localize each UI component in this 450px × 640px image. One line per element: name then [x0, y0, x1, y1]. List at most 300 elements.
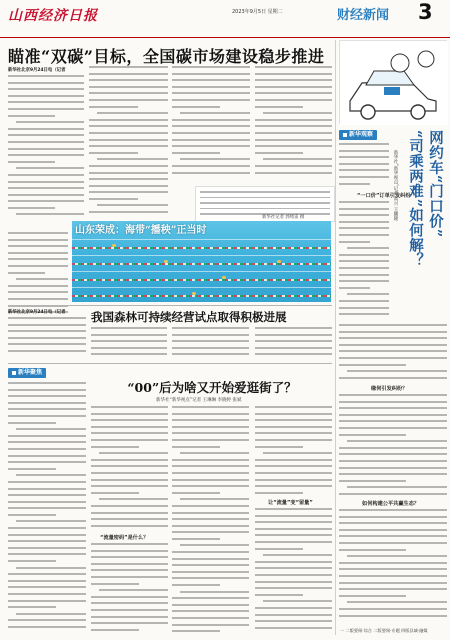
text-line: [172, 327, 249, 329]
text-line: [99, 498, 168, 500]
text-line: [255, 73, 332, 75]
text-line: [8, 586, 86, 588]
text-line: [172, 472, 249, 474]
text-line: [339, 331, 447, 333]
text-line: [263, 554, 332, 556]
text-line: [8, 350, 86, 352]
text-line: [8, 95, 84, 97]
seaweed-farm-photo: [72, 221, 331, 302]
text-line: [172, 419, 249, 421]
text-line: [172, 340, 249, 342]
text-line: [255, 581, 332, 583]
text-line: [8, 580, 86, 582]
text-line: [172, 139, 250, 141]
commentary-body-a: [339, 201, 389, 321]
second-body-col1: [8, 317, 86, 357]
text-line: [8, 547, 86, 549]
page-number: 3: [418, 0, 433, 24]
text-line: [339, 241, 370, 243]
text-line: [255, 132, 332, 134]
text-line: [172, 505, 249, 507]
lead-body-col1: [8, 75, 84, 225]
text-line: [180, 544, 249, 546]
text-line: [255, 548, 303, 550]
text-line: [172, 551, 249, 553]
photo-caption: 山东荣成：海带“播秧”正当时: [75, 225, 207, 236]
text-line: [91, 406, 168, 408]
text-line: [16, 121, 84, 123]
text-line: [255, 125, 332, 127]
feature-body-col4b: [255, 508, 332, 635]
text-line: [16, 474, 86, 476]
text-line: [263, 158, 332, 160]
text-line: [180, 591, 249, 593]
text-line: [91, 340, 167, 342]
text-line: [339, 568, 447, 570]
text-line: [8, 422, 56, 424]
text-line: [8, 488, 86, 490]
text-line: [339, 364, 406, 366]
text-line: [8, 527, 86, 529]
text-line: [172, 446, 220, 448]
text-line: [172, 125, 250, 127]
feature-rubric: 新华聚焦: [8, 368, 46, 378]
text-line: [8, 481, 86, 483]
text-line: [8, 239, 68, 241]
text-line: [172, 73, 250, 75]
text-line: [339, 287, 370, 289]
text-line: [255, 86, 332, 88]
text-line: [339, 535, 447, 537]
text-line: [339, 615, 447, 617]
text-line: [255, 426, 332, 428]
text-line: [255, 139, 332, 141]
text-line: [255, 492, 303, 494]
text-line: [339, 420, 447, 422]
text-line: [8, 514, 56, 516]
text-line: [339, 201, 389, 203]
text-line: [172, 564, 249, 566]
text-line: [180, 498, 249, 500]
text-line: [255, 567, 332, 569]
lead-body-col4: [255, 66, 332, 181]
text-line: [8, 285, 68, 287]
text-line: [255, 472, 332, 474]
text-line: [8, 174, 84, 176]
text-line: [91, 485, 168, 487]
text-line: [172, 604, 249, 606]
text-line: [99, 589, 168, 591]
text-line: [16, 613, 86, 615]
text-line: [255, 353, 332, 355]
text-line: [8, 187, 84, 189]
text-line: [172, 172, 250, 174]
text-line: [172, 538, 220, 540]
text-line: [89, 185, 168, 187]
text-line: [339, 493, 447, 495]
text-line: [255, 79, 332, 81]
text-line: [89, 125, 168, 127]
text-line: [172, 99, 250, 101]
text-line: [255, 439, 332, 441]
text-line: [172, 132, 250, 134]
text-line: [89, 198, 138, 200]
text-line: [263, 600, 332, 602]
text-line: [339, 156, 389, 158]
text-line: [91, 459, 168, 461]
text-line: [91, 525, 168, 527]
text-line: [339, 407, 447, 409]
text-line: [172, 165, 250, 167]
text-line: [91, 543, 168, 545]
text-line: [255, 587, 332, 589]
text-line: [8, 540, 86, 542]
text-line: [8, 534, 86, 536]
text-line: [339, 208, 389, 210]
second-byline: 新华社北京9月24日电（记者: [8, 310, 66, 315]
text-line: [8, 115, 55, 117]
text-line: [91, 347, 167, 349]
text-line: [8, 148, 84, 150]
ride-hailing-cartoon: [339, 40, 447, 124]
text-line: [339, 350, 447, 352]
text-line: [91, 512, 168, 514]
text-line: [8, 252, 68, 254]
text-line: [347, 555, 447, 557]
text-line: [91, 563, 168, 565]
text-line: [89, 152, 138, 154]
text-line: [8, 194, 84, 196]
commentary-title-line1: 网约车“门口价”: [427, 130, 444, 238]
text-line: [172, 79, 250, 81]
text-line: [347, 370, 447, 372]
text-line: [339, 267, 389, 269]
text-line: [91, 616, 168, 618]
text-line: [172, 432, 249, 434]
text-line: [339, 549, 406, 551]
text-line: [91, 426, 168, 428]
text-line: [255, 607, 332, 609]
commentary-body-b: [339, 324, 447, 381]
text-line: [200, 191, 330, 193]
text-line: [255, 620, 332, 622]
text-line: [8, 468, 56, 470]
car-illustration-icon: [340, 41, 448, 125]
text-line: [172, 610, 249, 612]
text-line: [16, 567, 86, 569]
text-line: [339, 143, 389, 145]
text-line: [8, 501, 86, 503]
text-line: [339, 260, 389, 262]
text-line: [347, 247, 389, 249]
text-line: [8, 317, 86, 319]
text-line: [255, 327, 332, 329]
text-line: [255, 485, 332, 487]
text-line: [8, 291, 68, 293]
text-line: [255, 534, 332, 536]
commentary-subhead-2: 缘何引发纠纷？: [371, 386, 408, 392]
text-line: [91, 353, 167, 355]
text-line: [255, 627, 332, 629]
text-line: [91, 596, 168, 598]
text-line: [172, 584, 220, 586]
text-line: [91, 609, 168, 611]
text-line: [172, 347, 249, 349]
issue-date: 2023年9月5日 星期二: [232, 9, 283, 15]
text-line: [8, 141, 84, 143]
text-line: [89, 119, 168, 121]
text-line: [8, 408, 86, 410]
text-line: [172, 66, 250, 68]
text-line: [255, 340, 332, 342]
text-line: [339, 300, 389, 302]
text-line: [339, 542, 447, 544]
text-line: [97, 112, 168, 114]
text-line: [8, 626, 86, 628]
text-line: [8, 108, 84, 110]
text-line: [339, 163, 389, 165]
text-line: [255, 459, 332, 461]
text-line: [339, 434, 406, 436]
text-line: [172, 479, 249, 481]
feature-body-col3: [172, 406, 249, 635]
text-line: [339, 337, 447, 339]
text-line: [255, 172, 332, 174]
text-line: [8, 324, 86, 326]
commentary-body-c: [339, 394, 447, 498]
text-line: [339, 582, 447, 584]
text-line: [8, 265, 68, 267]
text-line: [172, 92, 250, 94]
text-line: [8, 553, 86, 555]
text-line: [91, 576, 168, 578]
text-line: [339, 467, 447, 469]
text-line: [339, 176, 389, 178]
text-line: [91, 479, 168, 481]
text-line: [255, 614, 332, 616]
text-line: [255, 406, 332, 408]
text-line: [8, 441, 86, 443]
text-line: [172, 426, 249, 428]
commentary-body-d: [339, 509, 447, 625]
text-line: [347, 601, 447, 603]
text-line: [339, 254, 389, 256]
text-line: [255, 99, 332, 101]
photo-byline: 新华社记者 郭绪雷 摄: [262, 215, 305, 220]
text-line: [89, 73, 168, 75]
text-line: [172, 492, 220, 494]
text-line: [255, 152, 303, 154]
commentary-title: [404, 130, 446, 317]
text-line: [8, 600, 86, 602]
masthead: [0, 0, 450, 38]
text-line: [172, 630, 220, 632]
text-line: [8, 619, 86, 621]
commentary-subhead-1: “一口价”订单引发纠纷: [357, 193, 411, 199]
text-line: [8, 395, 86, 397]
text-line: [255, 165, 332, 167]
text-line: [91, 550, 168, 552]
feature-body-col4a: [255, 406, 332, 496]
text-line: [263, 112, 332, 114]
text-line: [339, 150, 389, 152]
text-line: [8, 298, 68, 300]
text-line: [172, 531, 249, 533]
text-line: [255, 419, 332, 421]
text-line: [347, 440, 447, 442]
text-line: [89, 79, 168, 81]
text-line: [8, 207, 55, 209]
lead-body-col3: [172, 66, 250, 181]
text-line: [99, 452, 168, 454]
text-line: [172, 439, 249, 441]
text-line: [339, 394, 447, 396]
text-line: [339, 227, 389, 229]
text-line: [255, 432, 332, 434]
text-line: [180, 452, 249, 454]
text-line: [339, 460, 447, 462]
text-line: [8, 494, 86, 496]
text-line: [172, 485, 249, 487]
text-line: [91, 413, 168, 415]
text-line: [180, 112, 250, 114]
text-line: [8, 593, 86, 595]
text-line: [16, 213, 84, 215]
text-line: [180, 158, 250, 160]
second-body-col3: [172, 327, 249, 361]
text-line: [255, 528, 332, 530]
second-headline: 我国森林可持续经营试点取得积极进展: [91, 310, 287, 324]
text-line: [91, 602, 168, 604]
text-line: [8, 245, 68, 247]
second-body-col4: [255, 327, 332, 361]
text-line: [339, 427, 447, 429]
text-line: [8, 128, 84, 130]
text-line: [89, 106, 138, 108]
text-line: [263, 452, 332, 454]
text-line: [89, 92, 168, 94]
text-line: [8, 389, 86, 391]
text-line: [339, 221, 389, 223]
text-line: [8, 134, 84, 136]
feature-body-col2b: [91, 543, 168, 635]
text-line: [8, 154, 84, 156]
feature-subhead-2: 让“流量”变“留量”: [268, 500, 313, 506]
commentary-rubric: 新华观察: [339, 130, 377, 140]
text-line: [172, 571, 249, 573]
text-line: [172, 152, 220, 154]
text-line: [8, 448, 86, 450]
text-line: [255, 521, 332, 523]
text-line: [172, 106, 220, 108]
text-line: [8, 232, 68, 234]
text-line: [16, 520, 86, 522]
footer-navigation: 一 二版要闻·综合 二版要闻·专题 四版县域·融媒: [340, 628, 428, 633]
text-line: [339, 575, 447, 577]
section-title: 财经新闻: [337, 8, 390, 23]
text-line: [8, 435, 86, 437]
text-line: [172, 406, 249, 408]
text-line: [8, 382, 86, 384]
text-line: [8, 161, 55, 163]
commentary-subhead-3: 如何构建公平共赢生态？: [362, 501, 420, 507]
text-line: [91, 465, 168, 467]
text-line: [339, 401, 447, 403]
text-line: [255, 347, 332, 349]
text-line: [339, 608, 447, 610]
commentary-byline: 新华社“新华视点”记者 黄兴 王鹏隆: [393, 150, 398, 221]
text-line: [339, 183, 370, 185]
text-line: [339, 447, 447, 449]
text-line: [91, 472, 168, 474]
text-line: [89, 99, 168, 101]
text-line: [8, 461, 86, 463]
text-line: [172, 617, 249, 619]
text-line: [200, 197, 330, 199]
text-line: [8, 200, 84, 202]
text-line: [172, 119, 250, 121]
text-line: [255, 92, 332, 94]
text-line: [200, 208, 330, 210]
text-line: [339, 169, 389, 171]
commentary-intro: [339, 143, 389, 188]
text-line: [339, 280, 389, 282]
text-line: [172, 597, 249, 599]
text-line: [255, 574, 332, 576]
text-line: [255, 446, 303, 448]
text-line: [8, 343, 86, 345]
text-line: [8, 75, 84, 77]
text-line: [91, 439, 168, 441]
text-line: [172, 518, 249, 520]
text-line: [339, 377, 447, 379]
text-line: [255, 119, 332, 121]
text-line: [89, 172, 168, 174]
text-line: [347, 293, 389, 295]
text-line: [172, 624, 249, 626]
text-line: [255, 106, 303, 108]
text-line: [8, 337, 86, 339]
text-line: [172, 459, 249, 461]
text-line: [16, 278, 68, 280]
text-line: [339, 509, 447, 511]
text-line: [347, 486, 447, 488]
text-line: [255, 465, 332, 467]
text-line: [339, 522, 447, 524]
text-line: [91, 334, 167, 336]
text-line: [172, 577, 249, 579]
commentary-title-line2: “司乘两难”如何解？: [407, 130, 424, 268]
text-line: [200, 202, 330, 204]
text-line: [339, 562, 447, 564]
text-line: [339, 588, 447, 590]
text-line: [91, 432, 168, 434]
text-line: [255, 561, 332, 563]
text-line: [89, 191, 168, 193]
text-line: [8, 507, 86, 509]
text-line: [339, 344, 447, 346]
text-line: [339, 324, 447, 326]
text-line: [91, 556, 168, 558]
text-line: [172, 353, 249, 355]
text-line: [91, 622, 168, 624]
text-line: [339, 453, 447, 455]
text-line: [255, 594, 303, 596]
text-line: [339, 529, 447, 531]
text-line: [8, 82, 84, 84]
text-line: [8, 573, 86, 575]
text-line: [255, 479, 332, 481]
